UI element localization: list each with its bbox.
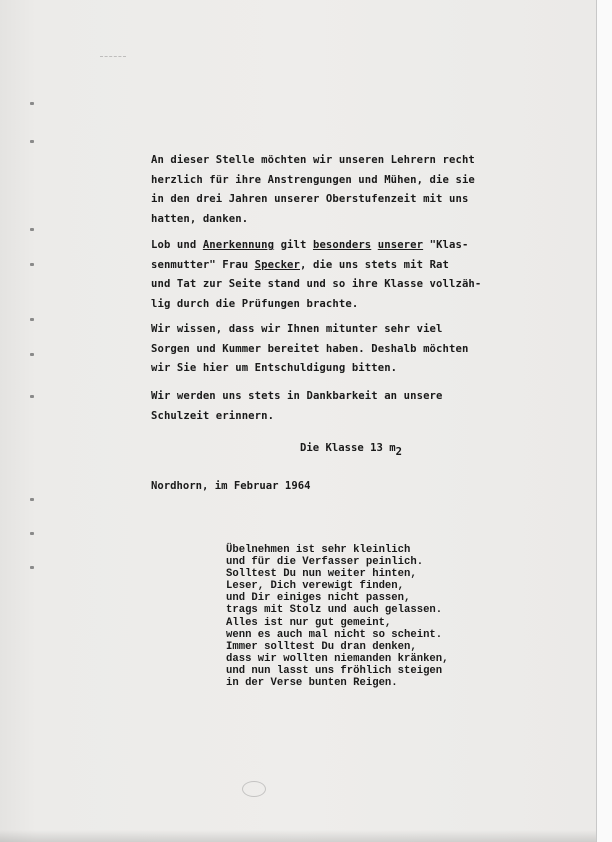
poem-line: Solltest Du nun weiter hinten, bbox=[226, 568, 417, 581]
poem-line: und Dir einiges nicht passen, bbox=[226, 592, 411, 605]
paragraph-praise bbox=[151, 236, 481, 314]
text-line: wir Sie hier um Entschuldigung bitten. bbox=[151, 362, 398, 374]
poem-line: in der Verse bunten Reigen. bbox=[226, 677, 398, 690]
text-line: Wir werden uns stets in Dankbarkeit an unsere bbox=[151, 390, 443, 402]
text-line: in den drei Jahren unserer Oberstufenzeit mit uns bbox=[151, 193, 469, 205]
punch-hole-mark bbox=[30, 532, 34, 535]
punch-hole-mark bbox=[30, 566, 34, 569]
poem-line: dass wir wollten niemanden kränken, bbox=[226, 652, 449, 665]
text-fragment: , die uns stets mit Rat bbox=[300, 258, 450, 271]
poem-line: Alles ist nur gut gemeint, bbox=[226, 616, 392, 629]
text-fragment: gilt bbox=[274, 239, 313, 251]
pencil-mark bbox=[100, 56, 126, 58]
punch-hole-mark bbox=[30, 353, 34, 356]
punch-hole-mark bbox=[30, 102, 34, 105]
poem-line: und für die Verfasser peinlich. bbox=[226, 556, 424, 569]
signature-text: Die Klasse 13 m bbox=[300, 442, 396, 454]
signature-subscript: 2 bbox=[395, 446, 403, 458]
punch-hole-mark bbox=[30, 228, 34, 231]
class-signature bbox=[300, 442, 403, 458]
poem-line: Leser, Dich verewigt finden, bbox=[226, 580, 405, 593]
text-line: An dieser Stelle möchten wir unseren Lehrern recht bbox=[151, 154, 475, 166]
punch-hole-mark bbox=[30, 498, 34, 501]
poem-line: Immer solltest Du dran denken, bbox=[226, 640, 417, 653]
underlined-word: Anerkennung bbox=[202, 239, 275, 251]
text-fragment: "Klas- bbox=[423, 239, 469, 251]
paragraph-remembrance bbox=[151, 387, 443, 426]
text-line: Schulzeit erinnern. bbox=[151, 409, 275, 422]
text-line: Wir wissen, dass wir Ihnen mitunter sehr viel bbox=[151, 323, 443, 335]
paragraph-apology bbox=[151, 320, 468, 379]
underlined-word: Specker bbox=[254, 258, 301, 271]
poem bbox=[226, 544, 449, 689]
text-fragment: Lob und bbox=[151, 239, 203, 251]
text-line: herzlich für ihre Anstrengungen und Mühen, die sie bbox=[151, 173, 475, 186]
punch-hole-mark bbox=[30, 140, 34, 143]
text-line: lig durch die Prüfungen brachte. bbox=[151, 297, 359, 310]
scan-shadow bbox=[0, 830, 596, 842]
poem-line: trags mit Stolz und auch gelassen. bbox=[226, 604, 443, 617]
poem-line: Übelnehmen ist sehr kleinlich bbox=[226, 544, 411, 556]
place-date: Nordhorn, im Februar 1964 bbox=[151, 480, 311, 492]
scan-edge bbox=[596, 0, 612, 842]
poem-line: wenn es auch mal nicht so scheint. bbox=[226, 628, 443, 641]
text-line: Sorgen und Kummer bereitet haben. Deshalb möchten bbox=[151, 342, 469, 355]
paragraph-thanks bbox=[151, 151, 475, 229]
poem-line: und nun lasst uns fröhlich steigen bbox=[226, 664, 443, 677]
pencil-smudge bbox=[242, 781, 266, 797]
punch-hole-mark bbox=[30, 263, 34, 266]
punch-hole-mark bbox=[30, 318, 34, 321]
underlined-word: besonders bbox=[312, 239, 372, 251]
underlined-word: unserer bbox=[377, 239, 424, 251]
punch-hole-mark bbox=[30, 395, 34, 398]
text-line: hatten, danken. bbox=[151, 212, 249, 225]
text-line: und Tat zur Seite stand und so ihre Klasse vollzäh- bbox=[151, 278, 482, 290]
text-fragment: senmutter" Frau bbox=[151, 258, 255, 271]
